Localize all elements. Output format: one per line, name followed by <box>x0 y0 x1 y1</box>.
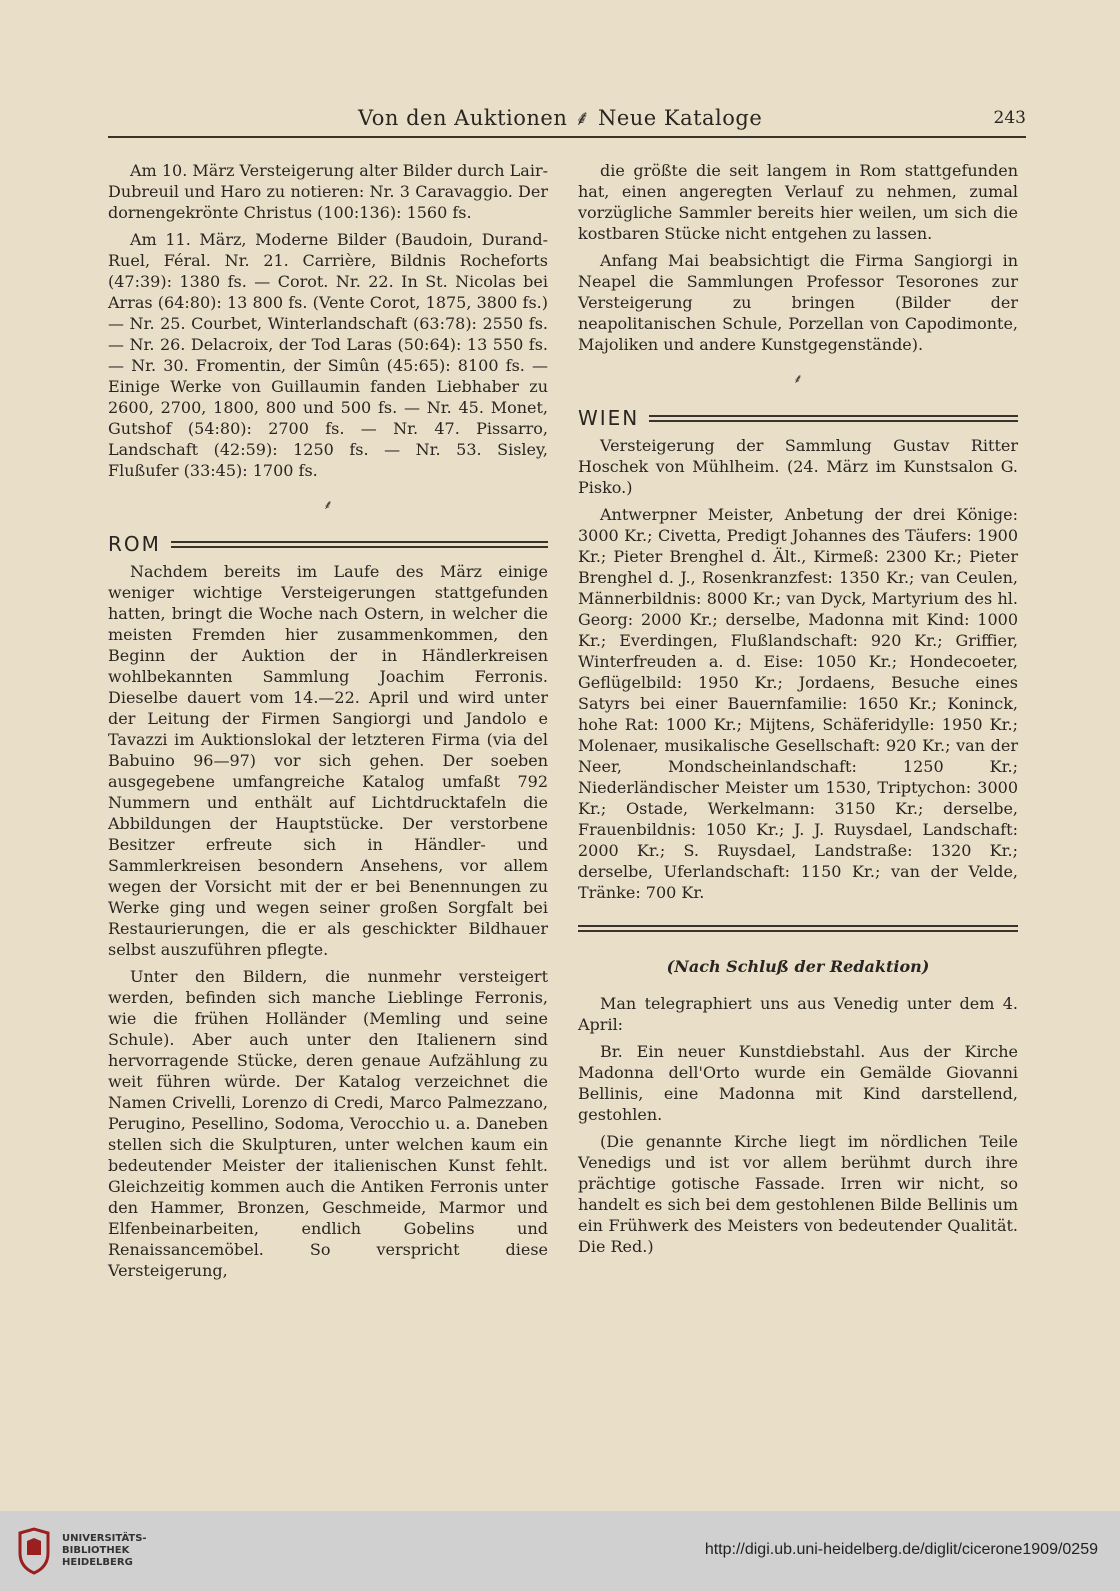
paragraph: Anfang Mai beabsichtigt die Firma Sangiorgi in Neapel die Sammlungen Professor Tesorones zur Versteigerung zu bringen (Bilder der neapolitanischen Schule, Porzellan von Capodimonte, Majoliken und andere Kunstgegenstände). <box>578 251 1018 354</box>
note-heading: (Nach Schluß der Redaktion) <box>666 957 930 976</box>
paragraph: (Die genannte Kirche liegt im nördlichen Teile Venedigs und ist vor allem berühmt durch ihre prächtige gotische Fassade. Irren wir nicht, so handelt es sich bei dem gestohlenen Bilde Bellinis um ein Frühwerk des Meisters von bedeutender Qualität. Die Red.) <box>578 1132 1018 1256</box>
double-rule <box>171 541 548 548</box>
paragraph: Br. Ein neuer Kunstdiebstahl. Aus der Kirche Madonna dell'Orto wurde ein Gemälde Giovanni Bellinis, eine Madonna mit Kind darstellend, gestohlen. <box>578 1042 1018 1124</box>
paragraph: Man telegraphiert uns aus Venedig unter dem 4. April: <box>578 994 1018 1034</box>
paragraph: Am 10. März Versteigerung alter Bilder durch Lair-Dubreuil und Haro zu notieren: Nr. 3 Caravaggio. Der dornengekrönte Christus (100:136): 1560 fs. <box>108 161 548 222</box>
section-heading-wien <box>578 408 1018 429</box>
ornament: ⸙ <box>793 372 803 387</box>
footer-bar <box>0 1511 1120 1591</box>
section-label: ROM <box>108 532 161 556</box>
library-logo-text <box>62 1533 147 1569</box>
running-head <box>108 104 1026 136</box>
ornament: ⸙ <box>323 498 333 513</box>
left-column <box>108 160 548 1287</box>
double-rule <box>578 925 1018 932</box>
header-rule <box>108 136 1026 138</box>
running-head-title: Von den Auktionen ⸙ Neue Kataloge <box>358 106 763 130</box>
paragraph: die größte die seit langem in Rom stattgefunden hat, einen angeregten Verlauf zu nehmen, zumal vorzügliche Sammler bereits hier weilen, um sich die kostbaren Stücke nicht entgehen zu lassen. <box>578 161 1018 243</box>
paragraph: Nachdem bereits im Laufe des März einige weniger wichtige Versteigerungen stattgefunden hatten, bringt die Woche nach Ostern, in welcher die meisten Fremden hier zusammenkommen, den Beginn der Auktion der in Händlerkreisen wohlbekannten Sammlung Joachim Ferronis. Dieselbe dauert vom 14.—22. April und wird unter der Leitung der Firmen Sangiorgi und Jandolo e Tavazzi im Auktionslokal der letzteren Firma (via del Babuino 96—97) vor sich gehen. Der soeben ausgegebene umfangreiche Katalog umfaßt 792 Nummern und enthält auf Lichtdrucktafeln die Abbildungen der Hauptstücke. Der verstorbene Besitzer erfreute sich in Händler- und Sammlerkreisen besondern Ansehens, vor allem wegen der Vorsicht mit der er bei Benennungen zu Werke ging und wegen seiner großen Sorgfalt bei Restaurierungen, die er als geschickter Bildhauer selbst auszuführen pflegte. <box>108 562 548 959</box>
paragraph: Unter den Bildern, die nunmehr versteigert werden, befinden sich manche Lieblinge Ferronis, wie die frühen Holländer (Memling und seine Schule). Aber auch unter den Italienern sind hervorragende Stücke, deren genaue Aufzählung zu weit führen würde. Der Katalog verzeichnet die Namen Crivelli, Lorenzo di Credi, Marco Palmezzano, Perugino, Pesellino, Sodoma, Verocchio u. a. Daneben stellen sich die Skulpturen, unter welchen kaum ein bedeutender Meister der italienischen Kunst fehlt. Gleichzeitig kommen auch die Antiken Ferronis unter den Hammer, Bronzen, Geschmeide, Marmor und Elfenbeinarbeiten, endlich Gobelins und Renaissancemöbel. So verspricht diese Versteigerung, <box>108 967 548 1280</box>
logo-line: BIBLIOTHEK <box>62 1545 130 1556</box>
right-column <box>578 160 1018 1263</box>
logo-line: UNIVERSITÄTS- <box>62 1533 147 1544</box>
section-label: WIEN <box>578 406 640 430</box>
paragraph: Versteigerung der Sammlung Gustav Ritter Hoschek von Mühlheim. (24. März im Kunstsalon G. Pisko.) <box>578 436 1018 497</box>
paragraph: Am 11. März, Moderne Bilder (Baudoin, Durand-Ruel, Féral. Nr. 21. Carrière, Bildnis Rocheforts (47:39): 1380 fs. — Corot. Nr. 22. In St. Nicolas bei Arras (64:80): 13 800 fs. (Vente Corot, 1875, 3800 fs.) — Nr. 25. Courbet, Winterlandschaft (63:78): 2550 fs. — Nr. 26. Delacroix, der Tod Laras (50:64): 13 550 fs. — Nr. 30. Fromentin, der Simûn (45:65): 8100 fs. — Einige Werke von Guillaumin fanden Liebhaber zu 2600, 2700, 1800, 800 und 500 fs. — Nr. 45. Monet, Gutshof (54:80): 2700 fs. — Nr. 47. Pissarro, Landschaft (42:59): 1250 fs. — Nr. 53. Sisley, Flußufer (33:45): 1700 fs. <box>108 230 548 480</box>
section-heading-rom <box>108 534 548 555</box>
logo-line: HEIDELBERG <box>62 1557 133 1568</box>
library-logo-icon <box>14 1527 54 1575</box>
double-rule <box>649 415 1018 422</box>
page-number: 243 <box>993 108 1026 128</box>
source-url-link[interactable]: http://digi.ub.uni-heidelberg.de/diglit/cicerone1909/0259 <box>704 1541 1098 1558</box>
paragraph: Antwerpner Meister, Anbetung der drei Könige: 3000 Kr.; Civetta, Predigt Johannes des Täufers: 1900 Kr.; Pieter Brenghel d. Ält., Kirmeß: 2300 Kr.; Pieter Brenghel d. J., Rosenkranzfest: 1350 Kr.; van Ceulen, Männerbildnis: 8000 Kr.; van Dyck, Martyrium des hl. Georg: 2000 Kr.; derselbe, Madonna mit Kind: 1000 Kr.; Everdingen, Flußlandschaft: 920 Kr.; Griffier, Winterfreuden a. d. Eise: 1050 Kr.; Hondecoeter, Geflügelbild: 1950 Kr.; Jordaens, Besuche eines Satyrs bei einer Bauernfamilie: 1650 Kr.; Koninck, hohe Rat: 1000 Kr.; Mijtens, Schäferidylle: 1950 Kr.; Molenaer, musikalische Gesellschaft: 920 Kr.; van der Neer, Mondscheinlandschaft: 1250 Kr.; Niederländischer Meister um 1530, Triptychon: 3000 Kr.; Ostade, Werkelmann: 3150 Kr.; derselbe, Frauenbildnis: 1050 Kr.; J. J. Ruysdael, Landschaft: 2000 Kr.; S. Ruysdael, Landstraße: 1320 Kr.; derselbe, Uferlandschaft: 1150 Kr.; van der Velde, Tränke: 700 Kr. <box>578 505 1018 902</box>
